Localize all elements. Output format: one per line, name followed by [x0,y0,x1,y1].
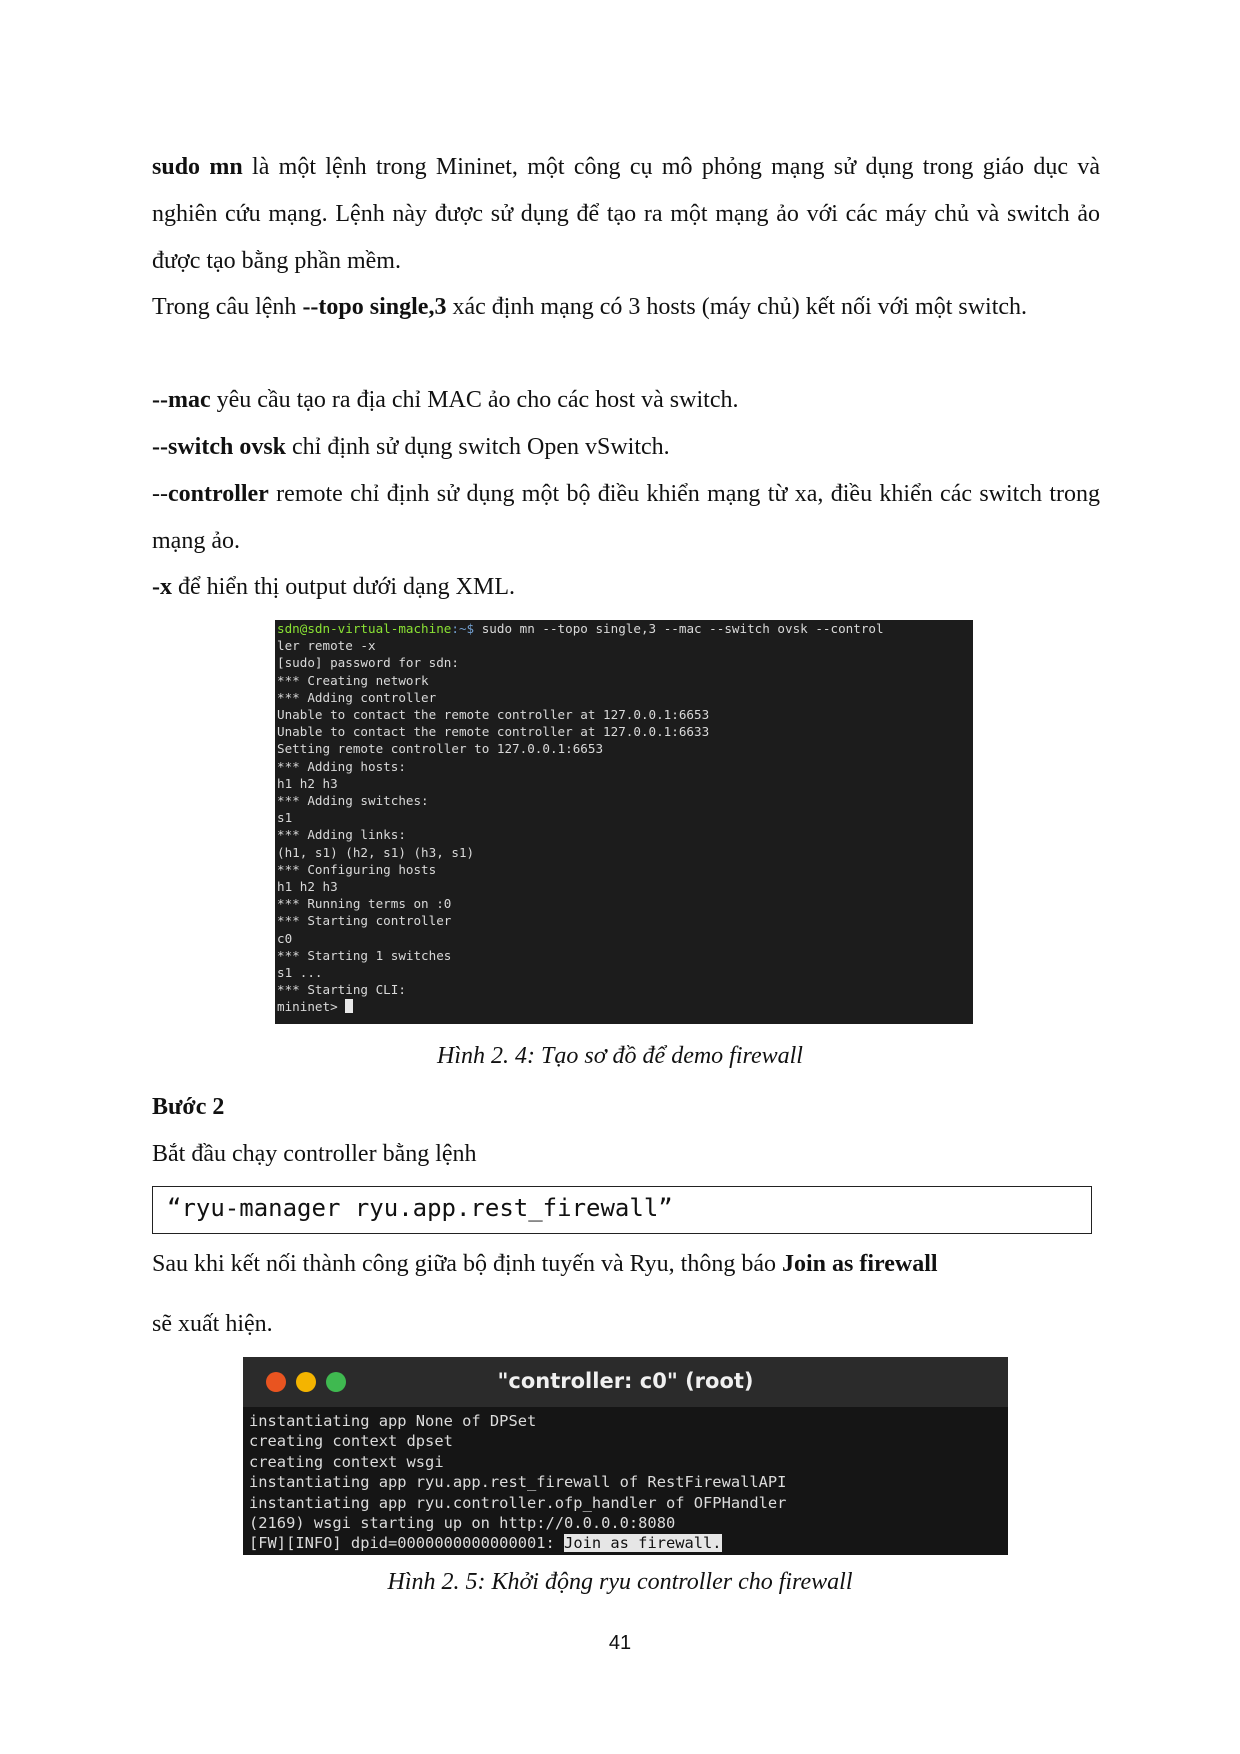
terminal-line: Setting remote controller to 127.0.0.1:6653 [277,741,604,757]
terminal-line: *** Adding switches: [277,793,429,809]
terminal-line: *** Adding links: [277,827,406,843]
bold-term: --topo single,3 [302,294,447,320]
terminal-line: *** Starting CLI: [277,982,406,998]
terminal-line: *** Adding hosts: [277,758,406,774]
paragraph-x [152,564,1100,611]
bold-term: sudo mn [152,154,243,180]
mininet-prompt: mininet> [277,999,346,1015]
paragraph-text: Sau khi kết nối thành công giữa bộ định tuyến và Ryu, thông báo [152,1251,782,1277]
terminal-line: s1 ... [277,965,323,981]
paragraph-sudo-mn [152,144,1100,285]
terminal-line: [sudo] password for sdn: [277,655,459,671]
terminal-line: instantiating app ryu.controller.ofp_handler of OFPHandler [249,1493,787,1512]
bold-term: Join as firewall [781,1251,938,1277]
join-message-text [152,1251,938,1278]
terminal-output [249,1411,786,1554]
paragraph-text: là một lệnh trong Mininet, một công cụ mô phỏng mạng sử dụng trong giáo dục và nghiên cứu mạng. Lệnh này được sử dụng để tạo ra một mạng ảo với các máy chủ và switch ảo được tạo bằng phần mềm. [152,154,1100,274]
terminal-line: *** Adding controller [277,689,437,705]
terminal-line: (2169) wsgi starting up on http://0.0.0.0:8080 [249,1514,676,1533]
window-titlebar [243,1357,1008,1407]
paragraph-mac [152,377,1100,424]
page-number: 41 [608,1632,632,1654]
terminal-line: h1 h2 h3 [277,775,338,791]
bold-term: -x [152,574,172,600]
terminal-line: Unable to contact the remote controller at 127.0.0.1:6653 [277,707,710,723]
terminal-line: h1 h2 h3 [277,879,338,895]
bold-term: controller [167,481,269,507]
bold-term: --mac [152,387,211,413]
figure-caption-2-4: Hình 2. 4: Tạo sơ đồ để demo firewall [437,1043,803,1069]
paragraph-text: xác định mạng có 3 hosts (máy chủ) kết nối với một switch. [446,294,1028,320]
log-prefix: [FW][INFO] dpid=0000000000000001: [249,1534,565,1553]
join-message-continuation: sẽ xuất hiện. [152,1311,273,1337]
paragraph-controller [152,471,1100,565]
paragraph-text: chỉ định sử dụng switch Open vSwitch. [286,434,670,460]
terminal-line: creating context dpset [249,1432,453,1451]
terminal-path: :~$ [451,621,475,636]
terminal-userhost: sdn@sdn-virtual-machine [277,621,452,636]
step-heading: Bước 2 [152,1094,225,1120]
terminal-line: *** Running terms on :0 [277,896,452,912]
terminal-command-line [275,620,973,637]
cursor-icon [345,999,353,1013]
terminal-line: *** Configuring hosts [277,861,437,877]
paragraph-switch [152,424,1100,471]
window-title: "controller: c0" (root) [497,1369,754,1393]
paragraph-text: -- [152,481,168,507]
terminal-line: Unable to contact the remote controller at 127.0.0.1:6633 [277,724,710,740]
figure-caption-2-5: Hình 2. 5: Khởi động ryu controller cho firewall [387,1569,853,1595]
terminal-line: *** Starting controller [277,913,452,929]
terminal-line: ler remote -x [277,638,376,654]
terminal-line: instantiating app None of DPSet [249,1412,537,1430]
paragraph-text: Trong câu lệnh [152,294,303,320]
highlighted-text: Join as firewall. [564,1534,722,1553]
terminal-command: sudo mn --topo single,3 --mac --switch ovsk --control [474,621,884,636]
controller-terminal-window [243,1357,1008,1555]
terminal-line-join [249,1533,786,1553]
step-text: Bắt đầu chạy controller bằng lệnh [152,1141,477,1167]
terminal-line: *** Starting 1 switches [277,947,452,963]
terminal-line: (h1, s1) (h2, s1) (h3, s1) [277,844,475,860]
code-command: “ryu-manager ryu.app.rest_firewall” [167,1194,673,1222]
terminal-line: instantiating app ryu.app.rest_firewall of RestFirewallAPI [249,1473,787,1492]
terminal-line: s1 [277,810,293,826]
mininet-terminal-screenshot [275,620,973,1024]
paragraph-text: để hiển thị output dưới dạng XML. [172,574,515,600]
terminal-line: *** Creating network [277,672,429,688]
paragraph-text: remote chỉ định sử dụng một bộ điều khiển mạng từ xa, điều khiển các switch trong mạng ảo. [152,481,1100,554]
mininet-prompt-line [275,998,973,1015]
code-box [152,1186,1092,1234]
terminal-line: c0 [277,930,293,946]
paragraph-text: yêu cầu tạo ra địa chỉ MAC ảo cho các host và switch. [210,387,739,413]
terminal-line: creating context wsgi [249,1452,444,1471]
paragraph-topo [152,284,1100,331]
bold-term: --switch ovsk [152,434,287,460]
